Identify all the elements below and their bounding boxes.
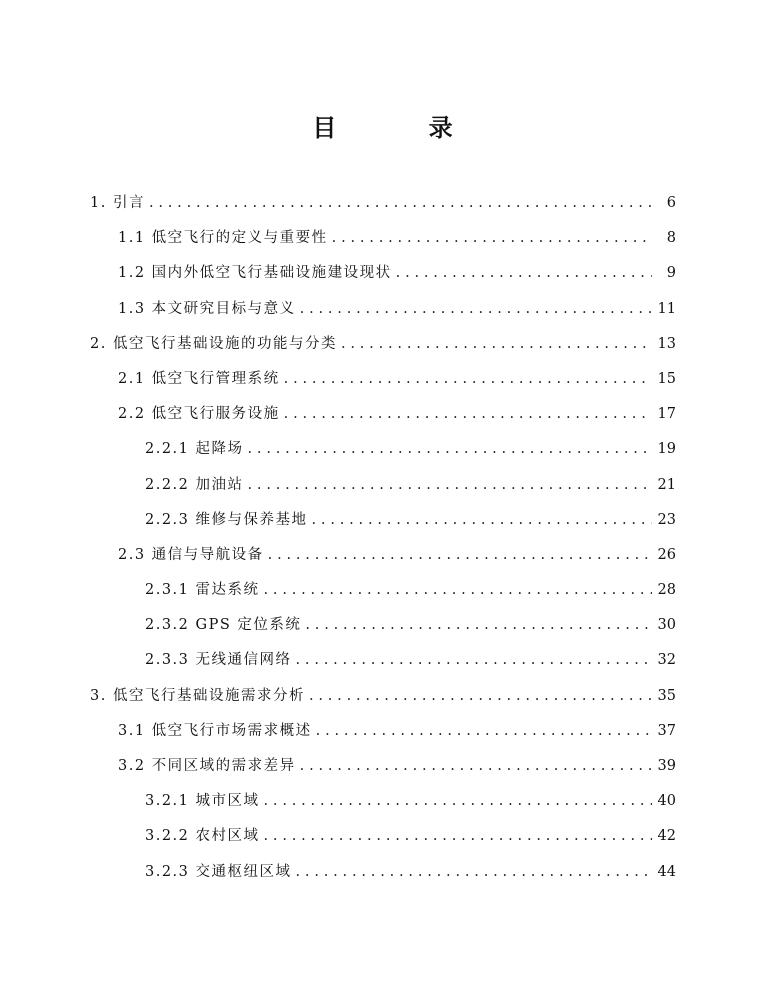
toc-entry[interactable] (90, 432, 676, 467)
toc-entry[interactable] (90, 643, 676, 678)
toc-entry[interactable] (90, 573, 676, 608)
toc-entry-page-number: 35 (657, 687, 676, 704)
toc-entry-page-number: 39 (657, 758, 676, 774)
toc-dot-leader (268, 538, 652, 573)
toc-entry-label: 3.2.2 农村区域 (145, 828, 260, 845)
toc-entry[interactable] (90, 608, 676, 643)
toc-entry[interactable] (90, 714, 676, 749)
toc-entry[interactable] (90, 784, 676, 819)
toc-entry-page-number: 21 (657, 476, 676, 493)
toc-dot-leader (149, 186, 652, 221)
toc-entry-page-number: 15 (657, 370, 676, 387)
toc-entry-page-number: 6 (666, 195, 676, 211)
toc-entry[interactable] (90, 855, 676, 890)
toc-entry[interactable] (90, 503, 676, 538)
toc-dot-leader (300, 749, 652, 784)
toc-dot-leader (264, 573, 652, 608)
toc-dot-leader (284, 397, 652, 432)
toc-entry-label: 2.2.2 加油站 (145, 476, 244, 493)
toc-entry[interactable] (90, 397, 676, 432)
toc-entry[interactable] (90, 256, 676, 291)
toc-entry-label: 3.1 低空飞行市场需求概述 (118, 722, 312, 739)
toc-dot-leader (264, 784, 652, 819)
toc-entry-page-number: 28 (657, 582, 676, 599)
toc-entry-label: 2.2 低空飞行服务设施 (118, 406, 280, 423)
toc-dot-leader (309, 679, 652, 714)
toc-entry-label: 3. 低空飞行基础设施需求分析 (90, 687, 305, 704)
toc-entry-label: 3.2.1 城市区域 (145, 793, 260, 810)
toc-dot-leader (296, 855, 652, 890)
toc-dot-leader (296, 643, 652, 678)
toc-entry-label: 2.3 通信与导航设备 (118, 546, 264, 563)
toc-entry-page-number: 30 (657, 617, 676, 634)
toc-entry-page-number: 26 (657, 546, 676, 563)
toc-entry-page-number: 23 (657, 511, 676, 528)
toc-entry-label: 1. 引言 (90, 195, 145, 211)
toc-entry[interactable] (90, 538, 676, 573)
toc-entry-label: 1.1 低空飞行的定义与重要性 (118, 230, 328, 247)
toc-dot-leader (300, 292, 652, 327)
toc-entry-label: 2.2.3 维修与保养基地 (145, 511, 308, 528)
toc-dot-leader (312, 503, 652, 538)
toc-entry[interactable] (90, 186, 676, 221)
page-title: 目 录 (312, 114, 495, 142)
toc-entry[interactable] (90, 749, 676, 784)
toc-entry[interactable] (90, 221, 676, 256)
toc-entry-label: 1.3 本文研究目标与意义 (118, 300, 296, 317)
toc-entry-page-number: 32 (657, 652, 676, 669)
toc-entry-page-number: 11 (657, 300, 676, 317)
toc-entry-page-number: 37 (657, 722, 676, 739)
toc-entry-label: 2.2.1 起降场 (145, 441, 244, 458)
toc-dot-leader (305, 608, 652, 643)
toc-entry[interactable] (90, 292, 676, 327)
toc-dot-leader (332, 221, 652, 256)
toc-entry-page-number: 17 (657, 406, 676, 423)
toc-dot-leader (248, 432, 652, 467)
toc-dot-leader (316, 714, 652, 749)
toc-entry-label: 3.2.3 交通枢纽区域 (145, 863, 292, 880)
toc-entry-page-number: 9 (666, 265, 676, 282)
toc-entry[interactable] (90, 819, 676, 854)
toc-entry-label: 2.3.2 GPS 定位系统 (145, 617, 302, 634)
toc-entry-page-number: 40 (657, 793, 676, 810)
toc-dot-leader (248, 468, 652, 503)
toc-dot-leader (396, 256, 652, 291)
toc-entry-label: 2. 低空飞行基础设施的功能与分类 (90, 335, 337, 352)
toc-entry-page-number: 42 (657, 828, 676, 845)
table-of-contents (90, 186, 676, 890)
toc-entry-label: 2.3.1 雷达系统 (145, 582, 260, 599)
toc-entry[interactable] (90, 327, 676, 362)
toc-entry-label: 2.1 低空飞行管理系统 (118, 370, 280, 387)
toc-entry[interactable] (90, 362, 676, 397)
toc-entry-label: 1.2 国内外低空飞行基础设施建设现状 (118, 265, 392, 282)
toc-entry-label: 3.2 不同区域的需求差异 (118, 758, 296, 774)
toc-entry-page-number: 13 (657, 335, 676, 352)
toc-entry-label: 2.3.3 无线通信网络 (145, 652, 292, 669)
toc-entry-page-number: 44 (657, 863, 676, 880)
toc-entry[interactable] (90, 679, 676, 714)
toc-dot-leader (341, 327, 652, 362)
toc-dot-leader (284, 362, 652, 397)
toc-entry-page-number: 8 (666, 230, 676, 247)
toc-dot-leader (264, 819, 652, 854)
toc-entry-page-number: 19 (657, 441, 676, 458)
toc-entry[interactable] (90, 468, 676, 503)
